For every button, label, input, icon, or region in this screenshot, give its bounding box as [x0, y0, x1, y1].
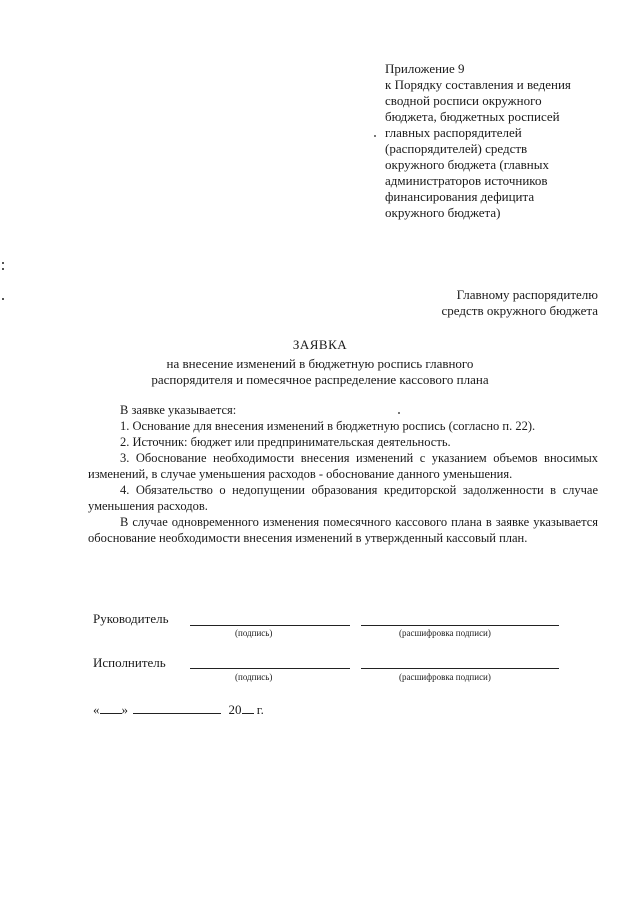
annex-header — [385, 61, 615, 221]
annex-line: к Порядку составления и ведения — [385, 77, 571, 92]
month-field[interactable] — [133, 702, 221, 714]
head-decode-field[interactable] — [361, 625, 559, 626]
annex-line: окружного бюджета) — [385, 205, 501, 220]
body-item-1: 1. Основание для внесения изменений в бюджетную роспись (согласно п. 22). — [120, 419, 536, 433]
body-item-4: 4. Обязательство о недопущении образования кредиторской задолженности в случае уменьшения расходов. — [88, 483, 598, 513]
date-line — [93, 702, 264, 718]
body-closing: В случае одновременного изменения помесячного кассового плана в заявке указывается обоснование необходимости внесения изменений в утвержденный кассовый план. — [88, 515, 598, 545]
body-item-3: 3. Обоснование необходимости внесения изменений с указанием объемов вносимых изменений, в случае уменьшения расходов - обоснование данного уменьшения. — [88, 451, 598, 481]
decode-caption: (расшифровка подписи) — [399, 672, 491, 682]
signature-caption: (подпись) — [235, 628, 273, 638]
scan-mark — [2, 298, 4, 300]
executor-signature-field[interactable] — [190, 668, 350, 669]
decode-caption: (расшифровка подписи) — [399, 628, 491, 638]
date-close-quote: » — [121, 702, 128, 717]
annex-line: Приложение 9 — [385, 61, 465, 76]
day-field[interactable] — [100, 702, 122, 714]
year-suffix: г. — [256, 702, 264, 717]
annex-line: администраторов источников — [385, 173, 548, 188]
addressee — [442, 287, 598, 319]
year-field[interactable] — [242, 702, 254, 714]
date-open-quote: « — [93, 702, 100, 717]
executor-label: Исполнитель — [93, 655, 166, 670]
scan-dot — [374, 135, 376, 137]
annex-line: главных распорядителей — [385, 125, 522, 140]
annex-line: окружного бюджета (главных — [385, 157, 549, 172]
document-title — [0, 337, 640, 388]
year-prefix: 20 — [228, 702, 242, 717]
scan-mark — [2, 268, 4, 270]
addressee-line: Главному распорядителю — [456, 287, 598, 302]
title-subtitle: распорядителя и помесячное распределение кассового плана — [151, 372, 489, 387]
document-body — [88, 402, 598, 546]
head-signature-field[interactable] — [190, 625, 350, 626]
head-label: Руководитель — [93, 611, 169, 626]
addressee-line: средств окружного бюджета — [441, 303, 598, 318]
annex-line: сводной росписи окружного — [385, 93, 542, 108]
annex-line: финансирования дефицита — [385, 189, 535, 204]
body-item-2: 2. Источник: бюджет или предпринимательская деятельность. — [120, 435, 451, 449]
executor-decode-field[interactable] — [361, 668, 559, 669]
annex-line: (распорядителей) средств — [385, 141, 528, 156]
annex-line: бюджета, бюджетных росписей — [385, 109, 560, 124]
title-subtitle: на внесение изменений в бюджетную роспись главного — [166, 356, 474, 371]
title-main: ЗАЯВКА — [292, 337, 348, 352]
body-intro: В заявке указывается: — [120, 403, 237, 417]
scan-mark — [2, 262, 4, 264]
signature-caption: (подпись) — [235, 672, 273, 682]
